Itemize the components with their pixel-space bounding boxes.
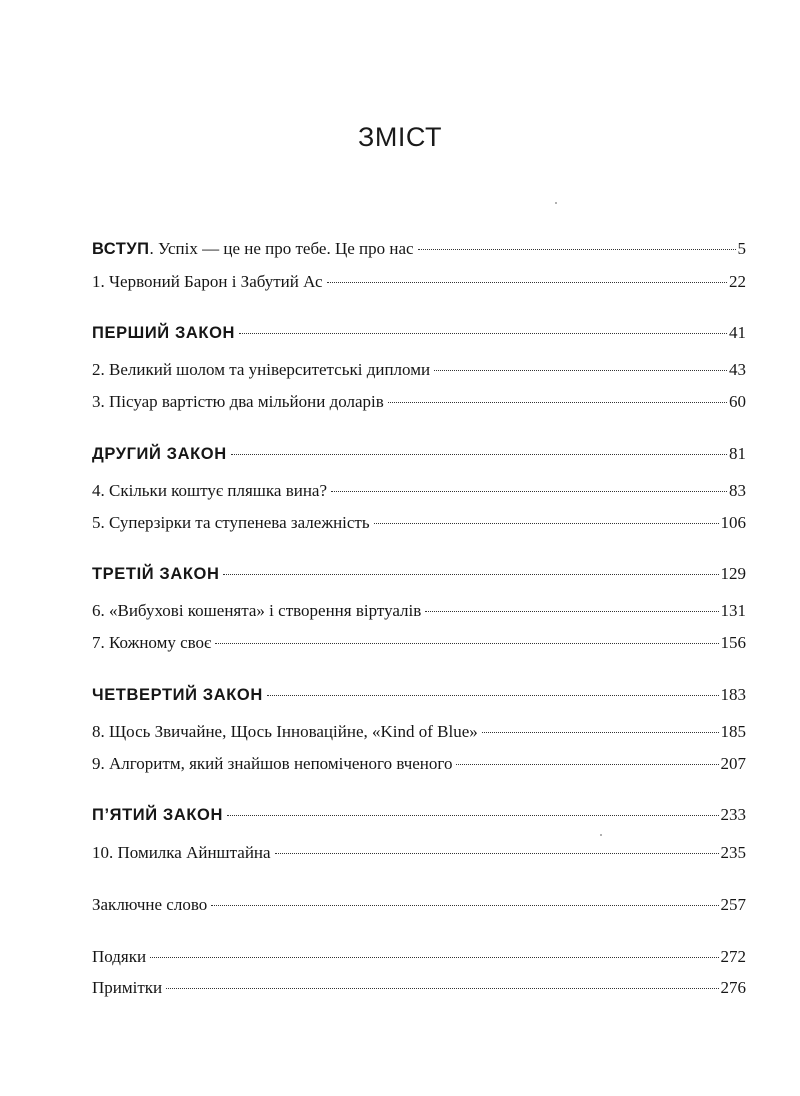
toc-entry-law-3[interactable]: [92, 563, 746, 585]
toc-entry-text: 5. Суперзірки та ступенева залежність: [92, 513, 370, 532]
toc-entry-law-5[interactable]: [92, 804, 746, 826]
toc-entry-text: [92, 238, 414, 260]
toc-entry-chapter-7[interactable]: [92, 632, 746, 654]
toc-entry-rest: . Успіх — це не про тебе. Це про нас: [149, 239, 414, 258]
toc-entry-text: 8. Щось Звичайне, Щось Інноваційне, «Kind of Blue»: [92, 722, 478, 741]
toc-entry-acknowledgements[interactable]: [92, 946, 746, 968]
page-number: 233: [720, 805, 746, 824]
toc-entry-text: 9. Алгоритм, який знайшов непоміченого вченого: [92, 754, 453, 773]
dot-leader: [425, 611, 718, 612]
dot-leader: [331, 491, 727, 492]
dot-leader: [231, 454, 727, 455]
toc-entry-law-2[interactable]: [92, 443, 746, 465]
page-number: 5: [737, 239, 746, 258]
dot-leader: [418, 249, 736, 250]
toc-entry-text: Заключне слово: [92, 895, 208, 914]
toc-entry-chapter-8[interactable]: [92, 721, 746, 743]
toc-entry-law-1[interactable]: [92, 322, 746, 344]
toc-entry-text: 10. Помилка Айнштайна: [92, 843, 271, 862]
dot-leader: [275, 853, 719, 854]
page-number: 185: [720, 722, 746, 741]
toc-entry-text: Примітки: [92, 978, 163, 997]
page-number: 276: [720, 978, 746, 997]
scan-speck: [555, 202, 557, 204]
toc-entry-intro[interactable]: [92, 238, 746, 260]
dot-leader: [211, 905, 718, 906]
page-number: 156: [720, 633, 746, 652]
page-number: 43: [729, 360, 746, 379]
page-number: 257: [720, 895, 746, 914]
toc-entry-chapter-10[interactable]: [92, 842, 746, 864]
page-number: 22: [729, 272, 746, 291]
dot-leader: [150, 957, 718, 958]
dot-leader: [456, 764, 718, 765]
toc-entry-text: ТРЕТІЙ ЗАКОН: [92, 565, 220, 583]
scan-speck: [600, 834, 602, 836]
dot-leader: [223, 574, 718, 575]
toc-entry-afterword[interactable]: [92, 894, 746, 916]
dot-leader: [227, 815, 719, 816]
page-number: 272: [720, 947, 746, 966]
dot-leader: [374, 523, 719, 524]
page-number: 41: [729, 323, 746, 342]
toc-entry-law-4[interactable]: [92, 684, 746, 706]
page-title: ЗМІСТ: [358, 122, 442, 152]
toc-entry-text: 7. Кожному своє: [92, 633, 212, 652]
page-number: 183: [720, 685, 746, 704]
page-number: 207: [720, 754, 746, 773]
toc-entry-chapter-2[interactable]: [92, 359, 746, 381]
dot-leader: [327, 282, 727, 283]
dot-leader: [267, 695, 719, 696]
toc-entry-text: 3. Пісуар вартістю два мільйони доларів: [92, 392, 384, 411]
toc-entry-chapter-3[interactable]: [92, 391, 746, 413]
toc-entry-text: Подяки: [92, 947, 147, 966]
toc-entry-strong: ВСТУП: [92, 240, 150, 258]
page-number: 129: [720, 564, 746, 583]
dot-leader: [434, 370, 727, 371]
toc-entry-chapter-9[interactable]: [92, 753, 746, 775]
page-number: 106: [720, 513, 746, 532]
toc-entry-notes[interactable]: [92, 977, 746, 999]
toc-entry-text: ЧЕТВЕРТИЙ ЗАКОН: [92, 686, 263, 704]
page-number: 83: [729, 481, 746, 500]
toc-entry-chapter-5[interactable]: [92, 512, 746, 534]
page-number: 81: [729, 444, 746, 463]
dot-leader: [482, 732, 719, 733]
dot-leader: [239, 333, 727, 334]
dot-leader: [388, 402, 727, 403]
toc-entry-text: 1. Червоний Барон і Забутий Ас: [92, 272, 323, 291]
page-number: 131: [720, 601, 746, 620]
toc-entry-text: ДРУГИЙ ЗАКОН: [92, 445, 227, 463]
toc-entry-chapter-4[interactable]: [92, 480, 746, 502]
toc-entry-text: П’ЯТИЙ ЗАКОН: [92, 806, 223, 824]
toc-entry-text: 4. Скільки коштує пляшка вина?: [92, 481, 328, 500]
toc-entry-chapter-1[interactable]: [92, 271, 746, 293]
toc-entry-text: ПЕРШИЙ ЗАКОН: [92, 324, 236, 342]
dot-leader: [215, 643, 718, 644]
dot-leader: [166, 988, 718, 989]
toc-entry-chapter-6[interactable]: [92, 600, 746, 622]
page-number: 235: [720, 843, 746, 862]
toc-entry-text: 2. Великий шолом та університетські дипломи: [92, 360, 431, 379]
page-number: 60: [729, 392, 746, 411]
toc-entry-text: 6. «Вибухові кошенята» і створення віртуалів: [92, 601, 422, 620]
